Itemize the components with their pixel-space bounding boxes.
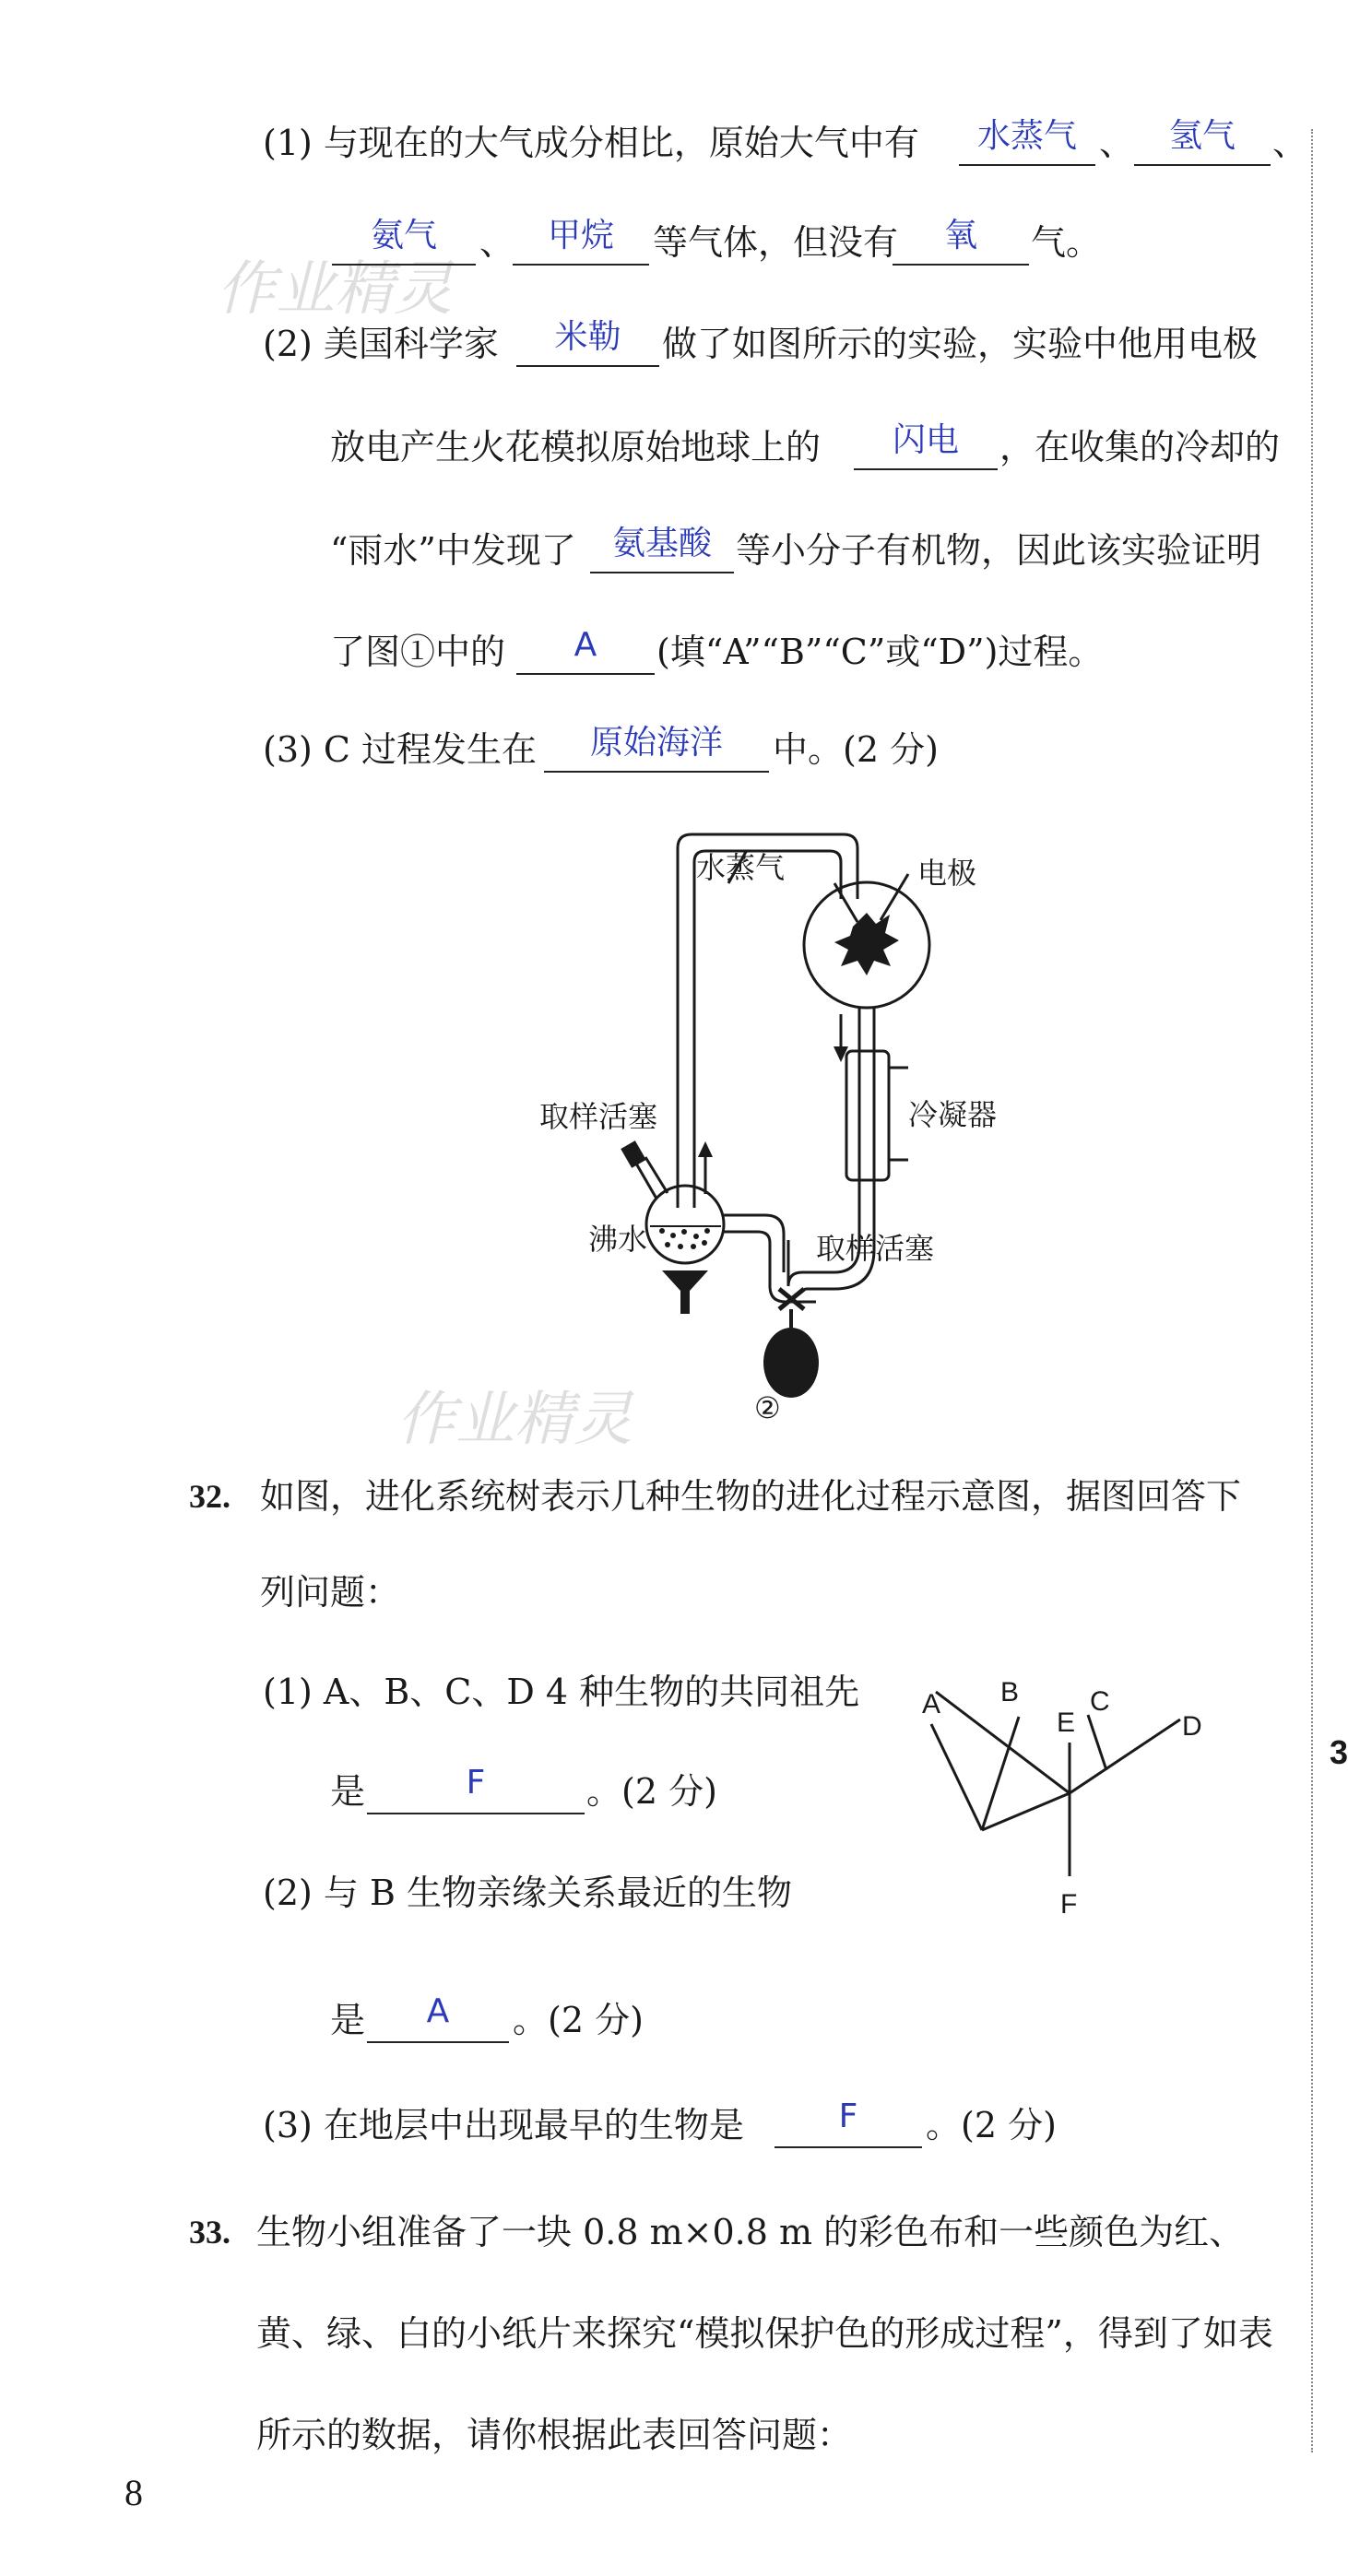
watermark: 作业精灵: [396, 1386, 633, 1454]
q31-p3-prefix: (3) C 过程发生在: [263, 729, 538, 770]
q31-p1-sep: 、: [479, 222, 515, 263]
q32-p3-prefix: (3) 在地层中出现最早的生物是: [263, 2105, 744, 2145]
q31-p1-end: 气。: [1031, 222, 1102, 263]
q32-p1-answer: F: [466, 1764, 486, 1802]
q33-line1: 生物小组准备了一块 0.8 m×0.8 m 的彩色布和一些颜色为红、: [256, 2212, 1245, 2252]
label-condenser: 冷凝器: [908, 1097, 998, 1132]
q33-number: 33.: [189, 2214, 231, 2251]
q31-p3-answer: 原始海洋: [589, 724, 723, 762]
q31-p1-answer-2: 氢气: [1168, 117, 1236, 155]
q31-p2-answer-4: A: [573, 626, 597, 664]
q33-line3: 所示的数据，请你根据此表回答问题：: [256, 2415, 853, 2455]
tree-label-d: D: [1182, 1711, 1202, 1742]
q32-p3-answer: F: [838, 2097, 858, 2135]
q31-p1-answer-3: 氨气: [370, 217, 437, 254]
label-electrode: 电极: [917, 856, 977, 891]
q33-line2: 黄、绿、白的小纸片来探究“模拟保护色的形成过程”，得到了如表: [256, 2313, 1273, 2354]
evolution-tree-diagram: [885, 1650, 1236, 1927]
q31-p2-line3-suffix: 等小分子有机物，因此该实验证明: [736, 530, 1262, 571]
q31-p1-answer-1: 水蒸气: [976, 117, 1077, 155]
figure-caption: ②: [754, 1390, 781, 1425]
q32-p1-prefix: 是: [330, 1771, 366, 1812]
tree-label-e: E: [1057, 1707, 1076, 1738]
q31-p2-line2-suffix: ，在收集的冷却的: [999, 427, 1281, 467]
q32-stem-line1: 如图，进化系统树表示几种生物的进化过程示意图，据图回答下: [260, 1476, 1242, 1517]
q31-p2-line1-prefix: (2) 美国科学家: [263, 324, 499, 364]
q32-p2-line1: (2) 与 B 生物亲缘关系最近的生物: [263, 1873, 792, 1913]
q31-p2-line4-prefix: 了图①中的: [330, 632, 506, 672]
q32-p2-answer: A: [426, 1992, 450, 2030]
q32-p2-prefix: 是: [330, 2000, 366, 2040]
q32-stem-line2: 列问题：: [260, 1572, 401, 1613]
q31-p2-line4-suffix: (填“A”“B”“C”或“D”)过程。: [656, 632, 1104, 672]
q31-p1-sep: 、: [1272, 123, 1308, 163]
tree-label-c: C: [1090, 1686, 1110, 1717]
q32-number: 32.: [189, 1478, 231, 1515]
q31-p2-line3-prefix: “雨水”中发现了: [330, 530, 576, 571]
label-valve-top: 取样活塞: [539, 1099, 658, 1134]
label-vapor: 水蒸气: [696, 850, 786, 885]
q31-p2-answer-3: 氨基酸: [611, 525, 712, 562]
tree-label-b: B: [1000, 1677, 1020, 1707]
q32-p1-suffix: 。(2 分): [586, 1771, 717, 1812]
q31-p1-prefix: (1) 与现在的大气成分相比，原始大气中有: [263, 123, 919, 163]
watermark: 作业精灵: [217, 255, 453, 324]
q31-p2-answer-1: 米勒: [554, 318, 621, 356]
tree-label-f: F: [1060, 1889, 1078, 1920]
label-valve-bottom: 取样活塞: [816, 1231, 935, 1266]
page-number: 8: [124, 2472, 143, 2513]
q32-p1-line1: (1) A、B、C、D 4 种生物的共同祖先: [263, 1672, 860, 1712]
q31-p2-answer-2: 闪电: [892, 421, 959, 459]
q32-p3-suffix: 。(2 分): [926, 2105, 1057, 2145]
q32-p2-suffix: 。(2 分): [513, 2000, 644, 2040]
q31-p2-line2-prefix: 放电产生火花模拟原始地球上的: [330, 427, 822, 467]
tree-label-a: A: [922, 1689, 941, 1719]
q31-p1-answer-4: 甲烷: [547, 217, 614, 254]
q31-p1-mid: 等气体，但没有: [653, 222, 899, 263]
label-boiling: 沸水: [588, 1222, 648, 1257]
q31-p1-answer-5: 氧: [943, 217, 977, 254]
q31-p2-line1-suffix: 做了如图所示的实验，实验中他用电极: [662, 324, 1259, 364]
q31-p3-suffix: 中。(2 分): [773, 729, 939, 770]
q31-p1-sep: 、: [1099, 123, 1135, 163]
side-page-mark: 3: [1330, 1733, 1348, 1771]
